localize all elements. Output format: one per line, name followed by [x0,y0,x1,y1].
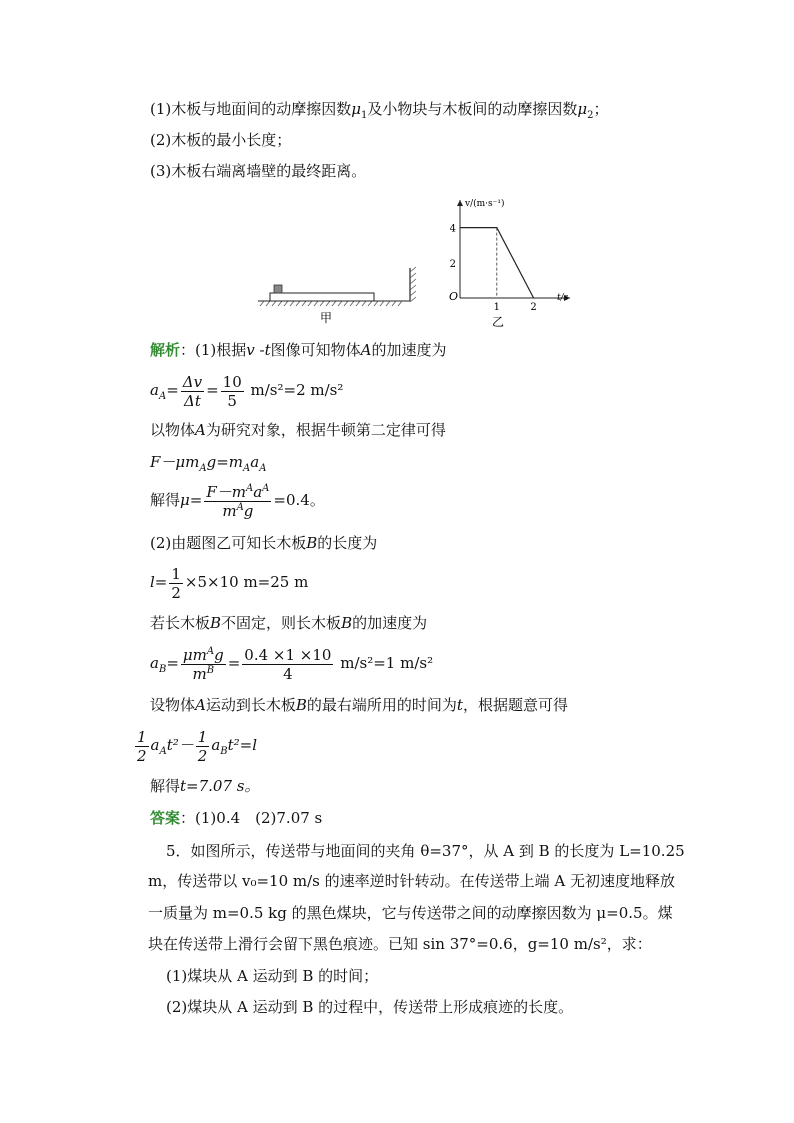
question-2: (2)木板的最小长度； [150,131,292,149]
question-1: (1)木板与地面间的动摩擦因数$\mu_1$及小物块与木板间的动摩擦因数$\mu_2$； [150,100,609,121]
board [270,293,374,301]
figure-label-right: 乙 [492,315,505,329]
y-axis-label: v/(m·s⁻¹) [465,199,505,209]
fraction-aB-symbolic: $\frac{\mu m^Ag}{m^B}$ [182,645,224,683]
x-tick-1: 1 [493,302,500,313]
equation-kinematics: $\frac{1}{2}$ $a_At^2-$ $\frac{1}{2}$ $a_Bt^2=l$ [137,727,258,765]
figure-board-wall [250,262,425,328]
fraction-half-b: $\frac{1}{2}$ [197,727,208,765]
solution-intro: 解析：(1)根据v -t图像可知物体A的加速度为 [150,341,447,359]
solution-notfixed: 若长木板B不固定，则长木板B的加速度为 [150,614,428,632]
fraction-aB-numeric: $\frac{0.4 \times 1 \times 10}{4}$ [244,645,332,683]
vt-graph [440,192,580,332]
solution-time-intro: 设物体A运动到长木板B的最右端所用的时间为t，根据题意可得 [150,696,568,714]
answer-label: 答案 [150,809,181,827]
equation-mu: 解得μ= $\frac{F-m^Aa^A}{m^Ag}$ =0.4。 [150,482,325,520]
solution-label: 解析 [150,341,181,359]
x-tick-2: 2 [530,302,537,313]
y-tick-2: 2 [449,258,456,270]
solution-time-result: 解得t=7.07 s。 [150,777,260,795]
question-3: (3)木板右端离墙壁的最终距离。 [150,162,367,180]
fraction-half-a: $\frac{1}{2}$ [137,727,147,765]
equation-newton: $F-\mu m_Ag=m_Aa_A$ [150,453,267,474]
solution-part2: (2)由题图乙可知长木板B的长度为 [150,534,378,552]
fraction-10-5: $\frac{10}{5}$ [222,372,242,410]
figure-label-left: 甲 [320,311,333,325]
answer-line: 答案：(1)0.4 (2)7.07 s [150,809,323,827]
fraction-dv-dt: $\frac{\Delta v}{\Delta t}$ [182,372,203,410]
problem5-line3: 一质量为 m=0.5 kg 的黑色煤块，它与传送带之间的动摩擦因数为 μ=0.5。煤 [148,904,673,922]
origin-label: O [449,290,459,303]
problem5-question1: (1)煤块从 A 运动到 B 的时间； [166,967,379,985]
problem5-line4: 块在传送带上滑行会留下黑色痕迹。已知 sin 37°=0.6，g=10 m/s²，求： [148,935,652,953]
problem5-question2: (2)煤块从 A 运动到 B 的过程中，传送带上形成痕迹的长度。 [166,998,574,1016]
equation-length: l= $\frac{1}{2}$ ×5×10 m=25 m [150,564,309,602]
small-block [274,285,282,293]
fraction-half: $\frac{1}{2}$ [171,564,181,602]
x-axis-label: t/s [557,293,569,303]
equation-aB: $a_B=$ $\frac{\mu m^Ag}{m^B}$ = $\frac{0.4 \times 1 \times 10}{4}$ m/s²=1 m/s² [150,645,434,683]
fraction-mu: $\frac{F-m^Aa^A}{m^Ag}$ [206,482,270,520]
y-tick-4: 4 [449,223,456,235]
y-axis-arrow [457,200,463,206]
problem5-line1: 5．如图所示，传送带与地面间的夹角 θ=37°，从 A 到 B 的长度为 L=10.25 [166,842,685,860]
solution-step2: 以物体A为研究对象，根据牛顿第二定律可得 [150,421,446,439]
problem5-line2: m，传送带以 v₀=10 m/s 的速率逆时针转动。在传送带上端 A 无初速度地释放 [148,872,676,890]
equation-aA: $a_A=$ $\frac{\Delta v}{\Delta t}$ = $\frac{10}{5}$ m/s²=2 m/s² [150,372,344,410]
